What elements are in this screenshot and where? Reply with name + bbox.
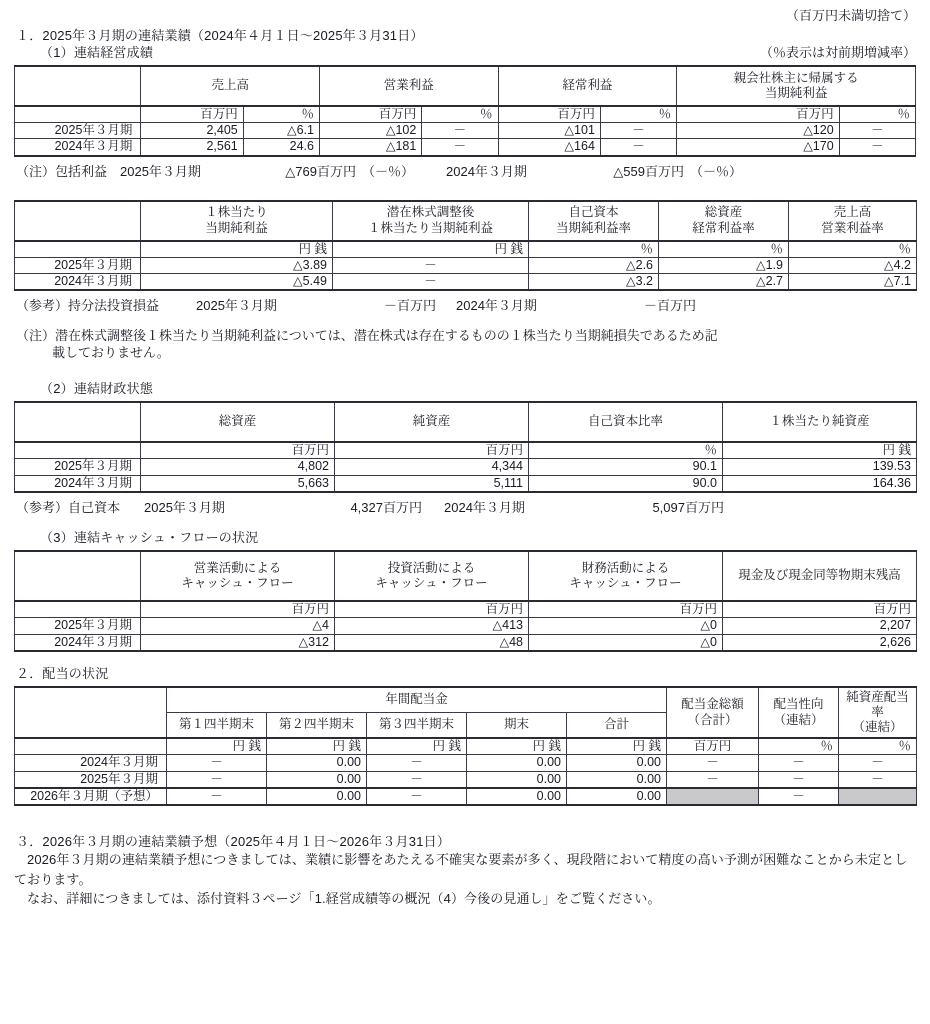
unit-cell: ％	[839, 106, 915, 123]
row-label: 2024年３月期	[15, 475, 141, 492]
unit-cell: ％	[839, 738, 917, 755]
data-cell: 0.00	[467, 771, 567, 788]
data-cell: △4	[141, 618, 335, 634]
note-period-1: 2025年３月期	[196, 298, 277, 314]
data-cell: 2,207	[723, 618, 917, 634]
data-cell: △0	[529, 634, 723, 651]
col-header-roa-line1: 総資産	[704, 205, 743, 220]
data-cell: △3.89	[141, 257, 333, 273]
note-prefix: （注）包括利益	[16, 163, 108, 179]
data-cell: 2,405	[141, 123, 243, 139]
col-header-bps: １株当たり純資産	[723, 402, 917, 442]
col-header-sales: 売上高	[141, 66, 320, 106]
data-cell: △181	[319, 139, 421, 156]
data-cell: －	[367, 788, 467, 805]
note-value-2: 5,097百万円	[652, 499, 724, 515]
note-prefix: （参考）持分法投資損益	[16, 298, 160, 314]
col-header-cash-balance: 現金及び現金同等物期末残高	[723, 551, 917, 601]
col-header-eps-line1: １株当たり	[205, 205, 268, 220]
data-cell: －	[839, 123, 915, 139]
data-cell: －	[839, 755, 917, 771]
table-row-units	[15, 106, 916, 123]
data-cell: △102	[319, 123, 421, 139]
data-cell: －	[367, 771, 467, 788]
col-header-investing-cf	[335, 551, 529, 601]
note-period-2: 2024年３月期	[446, 163, 527, 179]
row-label: 2024年３月期	[15, 139, 141, 156]
col-header-total-dividend-line2: （合計）	[687, 712, 738, 727]
row-label: 2025年３月期	[15, 257, 141, 273]
table-row	[15, 771, 917, 788]
section3-paragraph-2: なお、詳細につきましては、添付資料３ページ「1.経営成績等の概況（4）今後の見通し」をご覧ください。	[27, 891, 661, 907]
col-header-dividend-on-equity	[839, 687, 917, 738]
data-cell: 0.00	[467, 755, 567, 771]
data-cell: －	[333, 274, 529, 291]
data-cell: △413	[335, 618, 529, 634]
note-period-2: 2024年３月期	[444, 499, 525, 515]
table-financial-position	[14, 401, 917, 493]
table-row-header	[15, 201, 917, 241]
col-header-q2-end: 第２四半期末	[267, 713, 367, 739]
data-cell: －	[167, 788, 267, 805]
data-cell: △7.1	[789, 274, 917, 291]
data-cell: －	[167, 755, 267, 771]
unit-cell: ％	[422, 106, 498, 123]
data-cell: 24.6	[243, 139, 319, 156]
unit-cell: ％	[789, 241, 917, 258]
unit-cell: 円 銭	[141, 241, 333, 258]
unit-cell: ％	[529, 241, 659, 258]
col-header-roa-line2: 経常利益率	[692, 220, 755, 235]
table-row-header	[15, 402, 917, 442]
unit-cell: 百万円	[319, 106, 421, 123]
col-header-payout-ratio-line1: 配当性向	[773, 697, 824, 712]
table-row-units	[15, 241, 917, 258]
col-header-q1-end: 第１四半期末	[167, 713, 267, 739]
data-cell: 0.00	[567, 755, 667, 771]
data-cell: △6.1	[243, 123, 319, 139]
section1-sub1-title: （1）連結経営成績	[40, 44, 154, 60]
row-label: 2024年３月期	[15, 755, 167, 771]
col-header-net-assets: 純資産	[335, 402, 529, 442]
data-cell: 4,344	[335, 459, 529, 475]
table-row-header	[15, 551, 917, 601]
note-value-1: △769百万円	[285, 163, 356, 179]
data-cell: 5,663	[141, 475, 335, 492]
note-own-capital	[0, 497, 930, 516]
col-header-annual-dividend: 年間配当金	[167, 687, 667, 713]
corner-cell	[15, 66, 141, 106]
col-header-diluted-eps-line2: １株当たり当期純利益	[367, 220, 493, 235]
col-header-financing-cf-line2: キャッシュ・フロー	[569, 576, 682, 590]
col-header-net-income-line2: 当期純利益	[764, 85, 828, 100]
col-header-dividend-on-equity-line2: （連結）	[852, 720, 903, 735]
data-cell: 0.00	[267, 788, 367, 805]
corner-cell	[15, 201, 141, 241]
table-row	[15, 274, 917, 291]
data-cell: －	[759, 771, 839, 788]
unit-cell: 円 銭	[267, 738, 367, 755]
data-cell: －	[667, 755, 759, 771]
note-value-1: 4,327百万円	[350, 499, 422, 515]
col-header-total-assets: 総資産	[141, 402, 335, 442]
col-header-investing-cf-line1: 投資活動による	[387, 560, 476, 575]
data-cell: △3.2	[529, 274, 659, 291]
note-value-2: －百万円	[643, 298, 696, 314]
data-cell: △101	[498, 123, 600, 139]
section1-sub2-title: （2）連結財政状態	[40, 380, 154, 396]
data-cell: △0	[529, 618, 723, 634]
col-header-roe-line1: 自己資本	[568, 205, 619, 220]
table-row-units	[15, 442, 917, 459]
col-header-equity-ratio: 自己資本比率	[529, 402, 723, 442]
col-header-operating-cf-line1: 営業活動による	[193, 560, 282, 575]
data-cell: △164	[498, 139, 600, 156]
row-label: 2025年３月期	[15, 771, 167, 788]
unit-cell: 百万円	[335, 601, 529, 618]
unit-cell: ％	[659, 241, 789, 258]
note-period-1: 2025年３月期	[144, 499, 225, 515]
col-header-payout-ratio	[759, 687, 839, 738]
table-per-share-ratios	[14, 200, 917, 292]
table-row-header-group	[15, 687, 917, 713]
data-cell: △4.2	[789, 257, 917, 273]
unit-cell: 百万円	[141, 601, 335, 618]
note-equity-method	[0, 295, 930, 314]
col-header-financing-cf-line1: 財務活動による	[581, 560, 670, 575]
col-header-operating-cf	[141, 551, 335, 601]
unit-row-label	[15, 442, 141, 459]
data-cell: 2,626	[723, 634, 917, 651]
col-header-net-income	[677, 66, 916, 106]
data-cell: △2.7	[659, 274, 789, 291]
unit-cell: 百万円	[141, 442, 335, 459]
table-row	[15, 459, 917, 475]
data-cell: －	[167, 771, 267, 788]
unit-cell: 百万円	[141, 106, 243, 123]
table-row	[15, 123, 916, 139]
note-diluted-eps-line2: 載しておりません。	[52, 344, 170, 360]
col-header-roe	[529, 201, 659, 241]
unit-cell: 円 銭	[567, 738, 667, 755]
note-period-1: 2025年３月期	[120, 163, 201, 179]
corner-cell	[15, 687, 167, 738]
data-cell: 139.53	[723, 459, 917, 475]
data-cell: －	[600, 123, 676, 139]
data-cell: －	[367, 755, 467, 771]
unit-row-label	[15, 106, 141, 123]
data-cell: 4,802	[141, 459, 335, 475]
unit-cell: 円 銭	[333, 241, 529, 258]
data-cell: 0.00	[567, 771, 667, 788]
col-header-diluted-eps	[333, 201, 529, 241]
data-cell: △5.49	[141, 274, 333, 291]
data-cell: 0.00	[267, 755, 367, 771]
note-value-2: △559百万円	[613, 163, 684, 179]
col-header-diluted-eps-line1: 潜在株式調整後	[386, 205, 475, 220]
row-label: 2025年３月期	[15, 618, 141, 634]
data-cell: －	[422, 123, 498, 139]
row-label: 2026年３月期（予想）	[15, 788, 167, 805]
row-label: 2024年３月期	[15, 634, 141, 651]
col-header-q3-end: 第３四半期末	[367, 713, 467, 739]
table-row-forecast	[15, 788, 917, 805]
row-label: 2025年３月期	[15, 123, 141, 139]
table-row	[15, 475, 917, 492]
col-header-operating-margin-line1: 売上高	[833, 205, 872, 220]
section3-paragraph-1: 2026年３月期の連結業績予想につきましては、業績に影響をあたえる不確実な要素が多く、現段階において精度の高い予測が困難なことから未定としております。	[14, 852, 908, 887]
unit-cell: ％	[759, 738, 839, 755]
unit-cell: ％	[600, 106, 676, 123]
data-cell: －	[600, 139, 676, 156]
data-cell: △2.6	[529, 257, 659, 273]
unit-cell: ％	[529, 442, 723, 459]
data-cell: △120	[677, 123, 840, 139]
data-cell: 0.00	[267, 771, 367, 788]
note-pct-1: （－％）	[362, 163, 415, 179]
note-diluted-eps-line1: （注）潜在株式調整後１株当たり当期純利益については、潜在株式は存在するものの１株当たり当期純損失であるため記	[16, 328, 718, 344]
unit-cell: ％	[243, 106, 319, 123]
row-label: 2024年３月期	[15, 274, 141, 291]
data-cell: －	[839, 771, 917, 788]
table-row-units	[15, 601, 917, 618]
data-cell: △170	[677, 139, 840, 156]
data-cell: －	[759, 788, 839, 805]
unit-row-label	[15, 738, 167, 755]
section1-title: １．2025年３月期の連結業績（2024年４月１日～2025年３月31日）	[16, 28, 424, 44]
note-prefix: （参考）自己資本	[16, 499, 121, 515]
data-cell: 164.36	[723, 475, 917, 492]
data-cell: －	[667, 771, 759, 788]
col-header-total: 合計	[567, 713, 667, 739]
table-consolidated-results	[14, 65, 916, 157]
unit-cell: 百万円	[335, 442, 529, 459]
data-cell: －	[839, 139, 915, 156]
unit-row-label	[15, 601, 141, 618]
unit-cell: 円 銭	[167, 738, 267, 755]
data-cell: 5,111	[335, 475, 529, 492]
corner-cell	[15, 402, 141, 442]
col-header-operating-cf-line2: キャッシュ・フロー	[181, 576, 294, 590]
data-cell: △312	[141, 634, 335, 651]
col-header-eps	[141, 201, 333, 241]
data-cell-shaded	[667, 788, 759, 805]
unit-row-label	[15, 241, 141, 258]
col-header-total-dividend-line1: 配当金総額	[681, 697, 744, 712]
table-row	[15, 755, 917, 771]
unit-cell: 百万円	[529, 601, 723, 618]
corner-cell	[15, 551, 141, 601]
col-header-roa	[659, 201, 789, 241]
unit-cell: 円 銭	[367, 738, 467, 755]
col-header-year-end: 期末	[467, 713, 567, 739]
table-row	[15, 634, 917, 651]
unit-cell: 円 銭	[467, 738, 567, 755]
col-header-dividend-on-equity-line1: 純資産配当率	[846, 689, 909, 719]
col-header-financing-cf	[529, 551, 723, 601]
percent-note: （％表示は対前期増減率）	[759, 44, 916, 60]
unit-cell: 円 銭	[723, 442, 917, 459]
data-cell: 90.0	[529, 475, 723, 492]
note-comprehensive-income	[0, 161, 930, 180]
data-cell: 2,561	[141, 139, 243, 156]
table-row	[15, 139, 916, 156]
section1-sub3-title: （3）連結キャッシュ・フローの状況	[40, 529, 259, 545]
data-cell: △1.9	[659, 257, 789, 273]
col-header-investing-cf-line2: キャッシュ・フロー	[375, 576, 488, 590]
data-cell: 90.1	[529, 459, 723, 475]
note-pct-2: （－％）	[690, 163, 743, 179]
col-header-roe-line2: 当期純利益率	[555, 220, 631, 235]
table-row-units	[15, 738, 917, 755]
col-header-eps-line2: 当期純利益	[205, 220, 268, 235]
unit-cell: 百万円	[723, 601, 917, 618]
col-header-operating-margin	[789, 201, 917, 241]
data-cell: －	[333, 257, 529, 273]
table-row	[15, 618, 917, 634]
table-dividends	[14, 686, 917, 806]
col-header-ordinary-income: 経常利益	[498, 66, 677, 106]
data-cell: －	[422, 139, 498, 156]
row-label: 2025年３月期	[15, 459, 141, 475]
data-cell: 0.00	[467, 788, 567, 805]
note-value-1: －百万円	[383, 298, 436, 314]
col-header-operating-income: 営業利益	[319, 66, 498, 106]
data-cell: 0.00	[567, 788, 667, 805]
unit-cell: 百万円	[677, 106, 840, 123]
col-header-payout-ratio-line2: （連結）	[773, 712, 824, 727]
data-cell: －	[759, 755, 839, 771]
unit-cell: 百万円	[667, 738, 759, 755]
table-row	[15, 257, 917, 273]
section2-title: ２．配当の状況	[16, 665, 109, 681]
data-cell: △48	[335, 634, 529, 651]
table-row-header	[15, 66, 916, 106]
section3-title: ３．2026年３月期の連結業績予想（2025年４月１日～2026年３月31日）	[16, 834, 451, 849]
col-header-operating-margin-line2: 営業利益率	[821, 220, 884, 235]
note-period-2: 2024年３月期	[456, 298, 537, 314]
col-header-total-dividend	[667, 687, 759, 738]
unit-cell: 百万円	[498, 106, 600, 123]
data-cell-shaded	[839, 788, 917, 805]
col-header-net-income-line1: 親会社株主に帰属する	[733, 70, 859, 85]
rounding-note: （百万円未満切捨て）	[785, 8, 916, 23]
table-cash-flow	[14, 550, 917, 652]
